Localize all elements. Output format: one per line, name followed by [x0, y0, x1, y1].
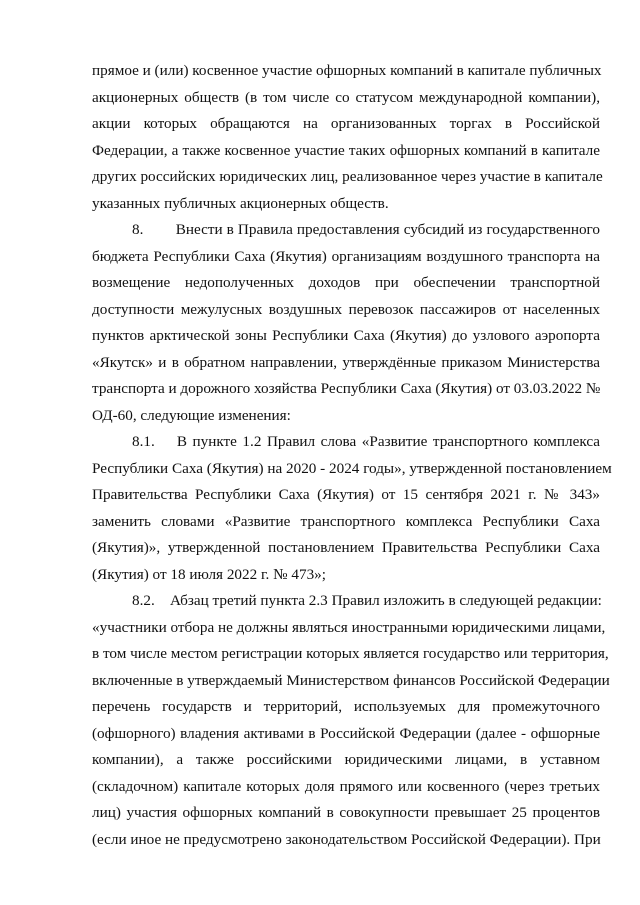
paragraph-8-2-line-1: 8.2. Абзац третий пункта 2.3 Правил изложить в следующей редакции: — [132, 592, 602, 609]
paragraph-8-line-2: бюджета Республики Саха (Якутия) организациям воздушного транспорта на — [92, 247, 600, 265]
text-line-5: других российских юридических лиц, реализованное через участие в капитале — [92, 168, 603, 185]
text-line-1: прямое и (или) косвенное участие офшорных компаний в капитале публичных — [92, 62, 602, 79]
paragraph-8-line-1: 8. Внести в Правила предоставления субсидий из государственного — [132, 221, 600, 238]
text-line-6: указанных публичных акционерных обществ. — [92, 194, 389, 212]
paragraph-8-line-8: ОД-60, следующие изменения: — [92, 406, 291, 424]
paragraph-8-2-line-9: лиц) участия офшорных компаний в совокупности превышает 25 процентов — [92, 804, 600, 821]
paragraph-8-line-3: возмещение недополученных доходов при обеспечении транспортной — [92, 274, 600, 291]
paragraph-8-2-line-10: (если иное не предусмотрено законодательством Российской Федерации). При — [92, 830, 601, 848]
paragraph-8-2-line-6: (офшорного) владения активами в Российской Федерации (далее - офшорные — [92, 724, 600, 742]
paragraph-8-2-line-8: (складочном) капитале которых доля прямого или косвенного (через третьих — [92, 777, 600, 795]
paragraph-8-2-line-3: в том числе местом регистрации которых является государство или территория, — [92, 645, 609, 662]
paragraph-8-2-line-2: «участники отбора не должны являться иностранными юридическими лицами, — [92, 618, 606, 636]
paragraph-8-1-line-6: (Якутия) от 18 июля 2022 г. № 473»; — [92, 565, 326, 583]
paragraph-8-2-line-5: перечень государств и территорий, используемых для промежуточного — [92, 698, 600, 715]
paragraph-8-1-line-5: (Якутия)», утвержденной постановлением Правительства Республики Саха — [92, 539, 600, 556]
paragraph-8-1-line-2: Республики Саха (Якутия) на 2020 - 2024 годы», утвержденной постановлением — [92, 459, 612, 477]
paragraph-8-line-6: «Якутск» и в обратном направлении, утверждённые приказом Министерства — [92, 353, 600, 371]
paragraph-8-1-line-4: заменить словами «Развитие транспортного комплекса Республики Саха — [92, 512, 600, 530]
paragraph-8-2-line-4: включенные в утверждаемый Министерством финансов Российской Федерации — [92, 671, 610, 689]
paragraph-8-1-line-3: Правительства Республики Саха (Якутия) от 15 сентября 2021 г. № 343» — [92, 486, 600, 503]
text-line-3: акции которых обращаются на организованных торгах в Российской — [92, 115, 600, 132]
paragraph-8-line-7: транспорта и дорожного хозяйства Республики Саха (Якутия) от 03.03.2022 № — [92, 380, 601, 397]
text-line-4: Федерации, а также косвенное участие таких офшорных компаний в капитале — [92, 141, 600, 159]
paragraph-8-1-line-1: 8.1. В пункте 1.2 Правил слова «Развитие транспортного комплекса — [132, 433, 600, 450]
paragraph-8-line-4: доступности межулусных воздушных перевозок пассажиров от населенных — [92, 300, 600, 318]
paragraph-8-2-line-7: компании), а также российскими юридическими лицами, в уставном — [92, 751, 600, 768]
text-line-2: акционерных обществ (в том числе со статусом международной компании), — [92, 88, 600, 106]
paragraph-8-line-5: пунктов арктической зоны Республики Саха (Якутия) до узлового аэропорта — [92, 327, 600, 344]
document-body — [92, 58, 612, 853]
